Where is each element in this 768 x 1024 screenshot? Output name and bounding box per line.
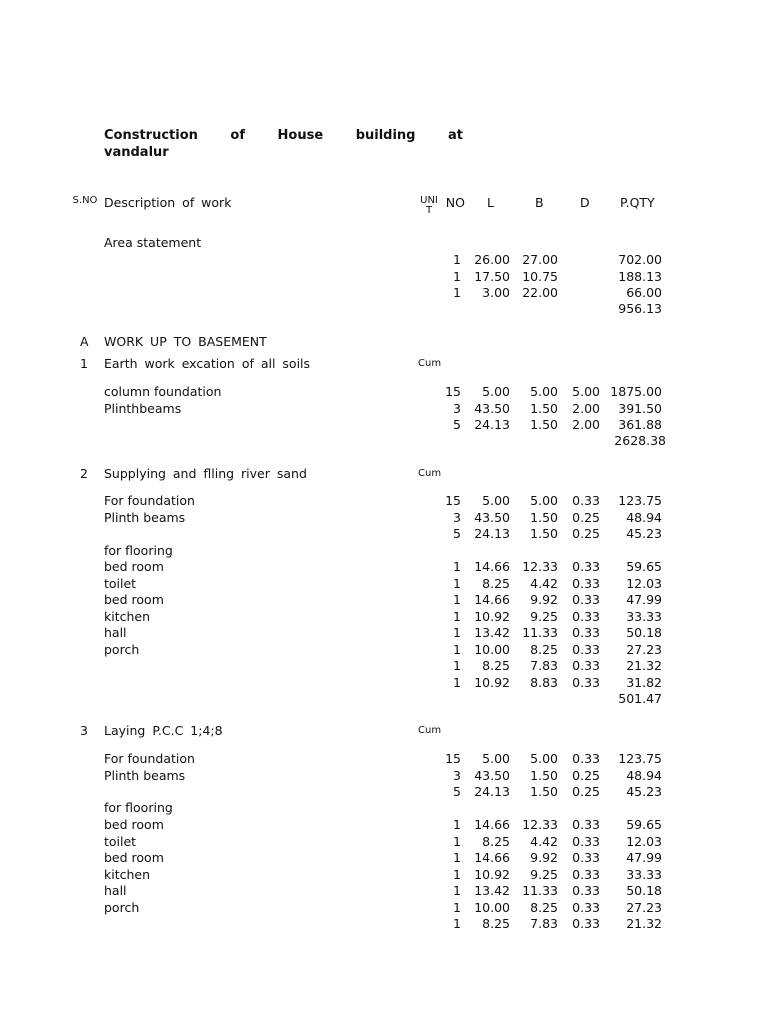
cell-l: 8.25 [482, 575, 510, 591]
cell-d: 5.00 [572, 384, 600, 399]
cell-d: 0.25 [572, 767, 600, 783]
cell-q: 21.32 [626, 658, 662, 673]
cell-d: 0.33 [572, 899, 600, 915]
cell-q: 1875.00 [610, 384, 662, 399]
cell-d: 0.25 [572, 526, 600, 541]
cell-no: 1 [453, 559, 461, 574]
item2-total: 501.47 [618, 691, 662, 706]
cell-no: 1 [453, 899, 461, 915]
cell-d: 0.33 [572, 751, 600, 766]
row-description: For foundation [104, 751, 195, 766]
cell-l: 14.66 [474, 817, 510, 832]
header-description: Description of work [104, 195, 232, 210]
cell-b: 4.42 [530, 833, 558, 849]
header-no: NO [445, 195, 465, 210]
item1-label: Earth work excation of all soils [104, 356, 311, 371]
cell-no: 1 [453, 674, 461, 690]
cell-q: 59.65 [626, 817, 662, 832]
cell-q: 31.82 [626, 674, 662, 690]
row-description: porch [104, 899, 140, 915]
row-description: hall [104, 625, 127, 640]
cell-q: 361.88 [618, 417, 662, 432]
cell-l: 5.00 [482, 384, 510, 399]
row-description: bed room [104, 592, 164, 607]
cell-b: 5.00 [530, 493, 558, 508]
row-description: For foundation [104, 493, 195, 508]
cell-no: 1 [453, 608, 461, 624]
cell-l: 14.66 [474, 850, 510, 865]
header-pqty: P.QTY [620, 195, 655, 210]
cell-d: 2.00 [572, 417, 600, 432]
cell-no: 1 [453, 285, 461, 300]
cell-l: 10.92 [474, 608, 510, 624]
item2-unit: Cum [418, 468, 442, 479]
cell-l: 10.00 [474, 899, 510, 915]
cell-q: 50.18 [626, 625, 662, 640]
cell-no: 1 [453, 252, 461, 267]
cell-b: 11.33 [522, 883, 558, 898]
cell-b: 8.83 [530, 674, 558, 690]
cell-l: 3.00 [482, 285, 510, 300]
row-description: Plinthbeams [104, 400, 182, 416]
row-description: toilet [104, 575, 137, 591]
cell-d: 0.33 [572, 674, 600, 690]
cell-l: 14.66 [474, 592, 510, 607]
cell-no: 1 [453, 817, 461, 832]
section-a-label: WORK UP TO BASEMENT [104, 334, 267, 349]
row-description: porch [104, 641, 140, 657]
row-description: bed room [104, 559, 164, 574]
cell-b: 1.50 [530, 509, 558, 525]
cell-b: 1.50 [530, 526, 558, 541]
cell-q: 702.00 [618, 252, 662, 267]
cell-q: 21.32 [626, 916, 662, 931]
cell-d: 0.33 [572, 883, 600, 898]
row-description: kitchen [104, 608, 151, 624]
cell-no: 1 [453, 592, 461, 607]
cell-l: 24.13 [474, 784, 510, 799]
cell-no: 1 [453, 658, 461, 673]
cell-no: 3 [453, 509, 461, 525]
cell-q: 47.99 [626, 592, 662, 607]
header-unit: UNIT [420, 195, 438, 216]
area-statement-label: Area statement [104, 235, 202, 250]
cell-b: 1.50 [530, 784, 558, 799]
cell-no: 1 [453, 268, 461, 284]
cell-b: 7.83 [530, 916, 558, 931]
cell-b: 5.00 [530, 751, 558, 766]
cell-q: 12.03 [626, 833, 662, 849]
cell-b: 9.92 [530, 850, 558, 865]
document-title-line1: Construction of House building at [104, 128, 463, 143]
cell-no: 15 [445, 751, 461, 766]
cell-b: 9.92 [530, 592, 558, 607]
item1-sno: 1 [80, 356, 88, 371]
cell-d: 0.33 [572, 817, 600, 832]
cell-no: 1 [453, 866, 461, 882]
cell-q: 66.00 [626, 285, 662, 300]
cell-no: 5 [453, 784, 461, 799]
cell-d: 0.33 [572, 575, 600, 591]
cell-d: 2.00 [572, 400, 600, 416]
row-description: toilet [104, 833, 137, 849]
cell-q: 33.33 [626, 866, 662, 882]
cell-d: 0.33 [572, 916, 600, 931]
cell-no: 3 [453, 400, 461, 416]
cell-no: 15 [445, 493, 461, 508]
cell-l: 43.50 [474, 400, 510, 416]
cell-l: 17.50 [474, 268, 510, 284]
cell-b: 10.75 [522, 268, 558, 284]
item3-flooring-label: for flooring [104, 800, 173, 815]
item1-unit: Cum [418, 358, 442, 369]
cell-b: 1.50 [530, 400, 558, 416]
cell-b: 9.25 [530, 866, 558, 882]
row-description: hall [104, 883, 127, 898]
cell-l: 5.00 [482, 493, 510, 508]
cell-b: 11.33 [522, 625, 558, 640]
cell-l: 5.00 [482, 751, 510, 766]
cell-b: 1.50 [530, 417, 558, 432]
document-title-line2: vandalur [104, 145, 169, 160]
cell-b: 1.50 [530, 767, 558, 783]
cell-b: 8.25 [530, 641, 558, 657]
cell-l: 8.25 [482, 916, 510, 931]
cell-d: 0.25 [572, 784, 600, 799]
cell-d: 0.33 [572, 493, 600, 508]
cell-no: 1 [453, 575, 461, 591]
header-sno: S.NO [72, 195, 98, 206]
cell-q: 48.94 [626, 509, 662, 525]
cell-q: 391.50 [618, 400, 662, 416]
cell-d: 0.33 [572, 559, 600, 574]
header-d: D [580, 195, 590, 210]
cell-d: 0.33 [572, 850, 600, 865]
section-a-sno: A [80, 334, 89, 349]
cell-no: 3 [453, 767, 461, 783]
cell-no: 5 [453, 526, 461, 541]
cell-no: 15 [445, 384, 461, 399]
cell-d: 0.33 [572, 833, 600, 849]
cell-q: 45.23 [626, 526, 662, 541]
cell-q: 27.23 [626, 899, 662, 915]
row-description: Plinth beams [104, 509, 186, 525]
cell-l: 43.50 [474, 509, 510, 525]
cell-q: 50.18 [626, 883, 662, 898]
cell-l: 24.13 [474, 526, 510, 541]
cell-l: 8.25 [482, 658, 510, 673]
cell-d: 0.33 [572, 625, 600, 640]
cell-q: 59.65 [626, 559, 662, 574]
cell-l: 13.42 [474, 883, 510, 898]
cell-b: 27.00 [522, 252, 558, 267]
cell-d: 0.33 [572, 592, 600, 607]
cell-b: 9.25 [530, 608, 558, 624]
cell-q: 45.23 [626, 784, 662, 799]
cell-q: 47.99 [626, 850, 662, 865]
cell-l: 10.92 [474, 866, 510, 882]
cell-q: 27.23 [626, 641, 662, 657]
cell-l: 13.42 [474, 625, 510, 640]
row-description: column foundation [104, 384, 222, 399]
cell-l: 24.13 [474, 417, 510, 432]
header-l: L [487, 195, 494, 210]
cell-b: 22.00 [522, 285, 558, 300]
cell-q: 188.13 [618, 268, 662, 284]
cell-no: 1 [453, 833, 461, 849]
item2-label: Supplying and flling river sand [104, 466, 307, 481]
cell-d: 0.33 [572, 608, 600, 624]
cell-d: 0.33 [572, 658, 600, 673]
cell-l: 10.00 [474, 641, 510, 657]
cell-l: 10.92 [474, 674, 510, 690]
cell-b: 8.25 [530, 899, 558, 915]
cell-q: 123.75 [618, 493, 662, 508]
header-b: B [535, 195, 544, 210]
cell-l: 8.25 [482, 833, 510, 849]
cell-d: 0.33 [572, 641, 600, 657]
cell-d: 0.25 [572, 509, 600, 525]
cell-no: 1 [453, 625, 461, 640]
cell-b: 4.42 [530, 575, 558, 591]
cell-no: 1 [453, 641, 461, 657]
cell-b: 12.33 [522, 559, 558, 574]
cell-q: 48.94 [626, 767, 662, 783]
item3-label: Laying P.C.C 1;4;8 [104, 723, 223, 738]
row-description: kitchen [104, 866, 151, 882]
cell-l: 14.66 [474, 559, 510, 574]
cell-b: 12.33 [522, 817, 558, 832]
row-description: Plinth beams [104, 767, 186, 783]
cell-l: 26.00 [474, 252, 510, 267]
cell-b: 7.83 [530, 658, 558, 673]
cell-q: 123.75 [618, 751, 662, 766]
item2-flooring-label: for flooring [104, 543, 173, 558]
cell-no: 1 [453, 850, 461, 865]
cell-no: 5 [453, 417, 461, 432]
cell-l: 43.50 [474, 767, 510, 783]
cell-q: 33.33 [626, 608, 662, 624]
item3-unit: Cum [418, 725, 442, 736]
cell-no: 1 [453, 916, 461, 931]
item2-sno: 2 [80, 466, 88, 481]
cell-b: 5.00 [530, 384, 558, 399]
row-description: bed room [104, 850, 164, 865]
cell-q: 12.03 [626, 575, 662, 591]
item1-total: 2628.38 [614, 433, 666, 448]
item3-sno: 3 [80, 723, 88, 738]
cell-no: 1 [453, 883, 461, 898]
row-description: bed room [104, 817, 164, 832]
area-total: 956.13 [618, 301, 662, 316]
cell-d: 0.33 [572, 866, 600, 882]
